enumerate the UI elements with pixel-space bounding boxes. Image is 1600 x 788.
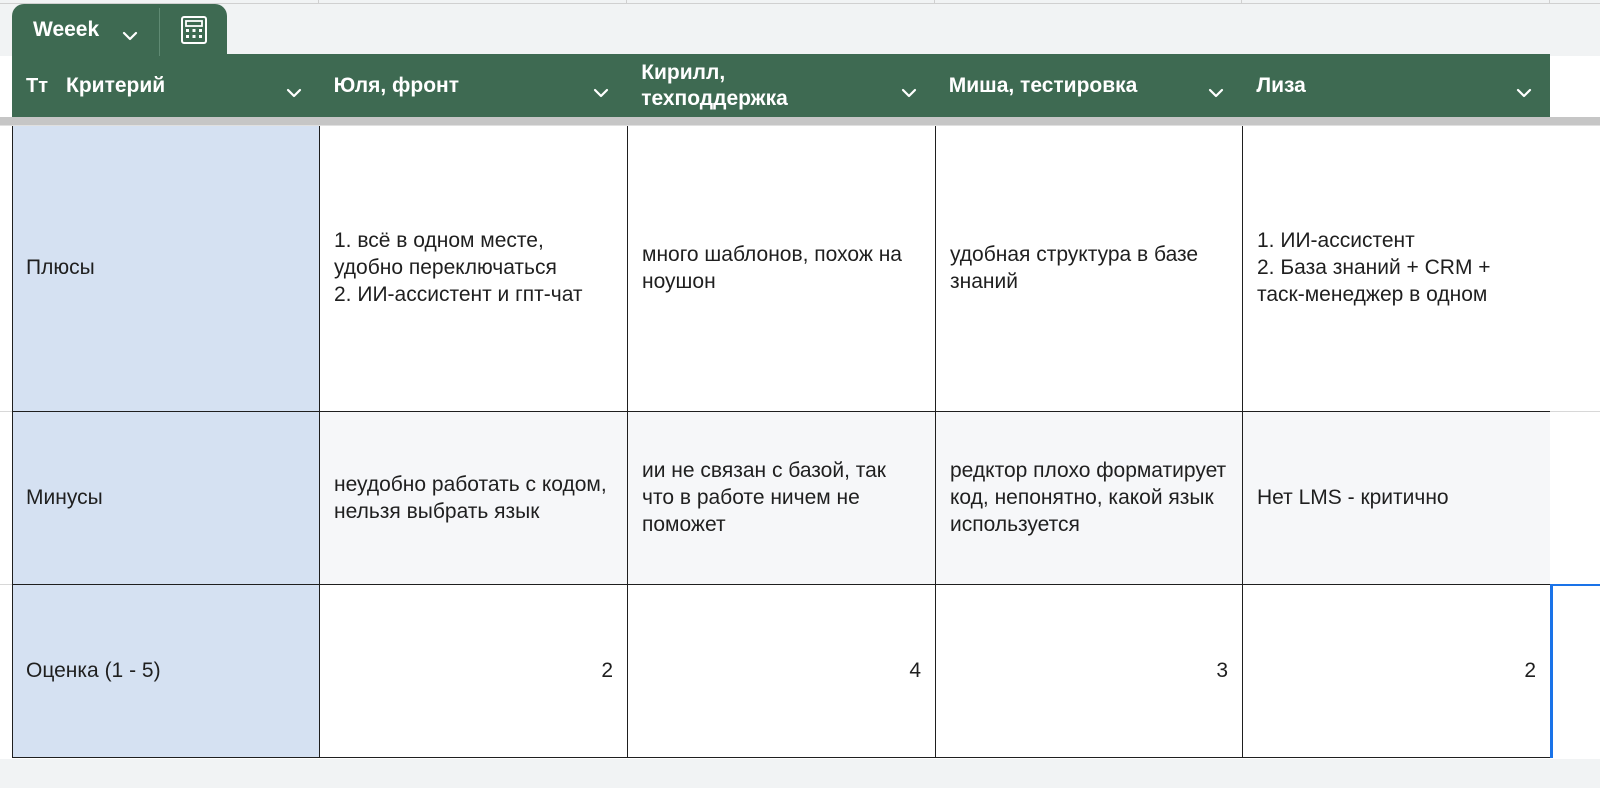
sheet-bottom-strip: [0, 759, 1600, 788]
empty-grid-area[interactable]: [1550, 125, 1600, 788]
table-row: [13, 411, 1551, 584]
column-header-label: Кирилл, техподдержка: [641, 60, 788, 110]
column-header-label: Лиза: [1256, 73, 1306, 97]
cell-pros-yulia[interactable]: 1. всё в одном месте, удобно переключаться 2. ИИ-ассистент и гпт-чат: [320, 125, 628, 411]
cell-score-misha[interactable]: 3: [936, 584, 1243, 757]
frozen-rows-divider[interactable]: [0, 117, 1600, 125]
row-label-pros[interactable]: Плюсы: [13, 125, 320, 411]
chevron-down-icon[interactable]: [286, 80, 302, 106]
column-header-label: Юля, фронт: [333, 73, 459, 97]
table-name-button[interactable]: [12, 4, 159, 56]
cell-cons-kirill[interactable]: ии не связан с базой, так что в работе ничем не поможет: [628, 411, 936, 584]
sheet-top-strip: [0, 0, 1600, 56]
cell-score-kirill[interactable]: 4: [628, 584, 936, 757]
chevron-down-icon[interactable]: [1208, 80, 1224, 106]
comparison-table: [12, 125, 1551, 758]
table-tab[interactable]: [12, 4, 227, 56]
chevron-down-icon[interactable]: [593, 80, 609, 106]
row-label-score[interactable]: Оценка (1 - 5): [13, 584, 320, 757]
table-row: [13, 584, 1551, 757]
cell-pros-misha[interactable]: удобная структура в базе знаний: [936, 125, 1243, 411]
cell-score-yulia[interactable]: 2: [320, 584, 628, 757]
column-header-label: Миша, тестировка: [948, 73, 1138, 97]
cell-selection-indicator: [1550, 584, 1553, 758]
row-label-cons[interactable]: Минусы: [13, 411, 320, 584]
cell-pros-kirill[interactable]: много шаблонов, похож на ноушон: [628, 125, 936, 411]
cell-pros-liza[interactable]: 1. ИИ-ассистент 2. База знаний + CRM + таск-менеджер в одном: [1243, 125, 1551, 411]
calculator-icon[interactable]: [160, 4, 227, 56]
column-header-misha[interactable]: [935, 54, 1243, 117]
table-header: [12, 54, 1550, 117]
cell-score-liza[interactable]: 2: [1243, 584, 1551, 757]
cell-cons-yulia[interactable]: неудобно работать с кодом, нельзя выбрать язык: [320, 411, 628, 584]
column-header-label: Критерий: [66, 73, 166, 97]
column-header-criterion[interactable]: [12, 54, 320, 117]
text-type-icon: Tт: [26, 74, 49, 97]
cell-cons-liza[interactable]: Нет LMS - критично: [1243, 411, 1551, 584]
chevron-down-icon[interactable]: [1516, 80, 1532, 106]
column-header-kirill[interactable]: [627, 54, 935, 117]
column-header-yulia[interactable]: [320, 54, 628, 117]
table-name: Weeek: [33, 18, 100, 41]
cell-cons-misha[interactable]: редктор плохо форматирует код, непонятно, какой язык используется: [936, 411, 1243, 584]
chevron-down-icon[interactable]: [122, 24, 138, 48]
column-header-liza[interactable]: [1242, 54, 1550, 117]
table-row: [13, 125, 1551, 411]
chevron-down-icon[interactable]: [901, 80, 917, 106]
